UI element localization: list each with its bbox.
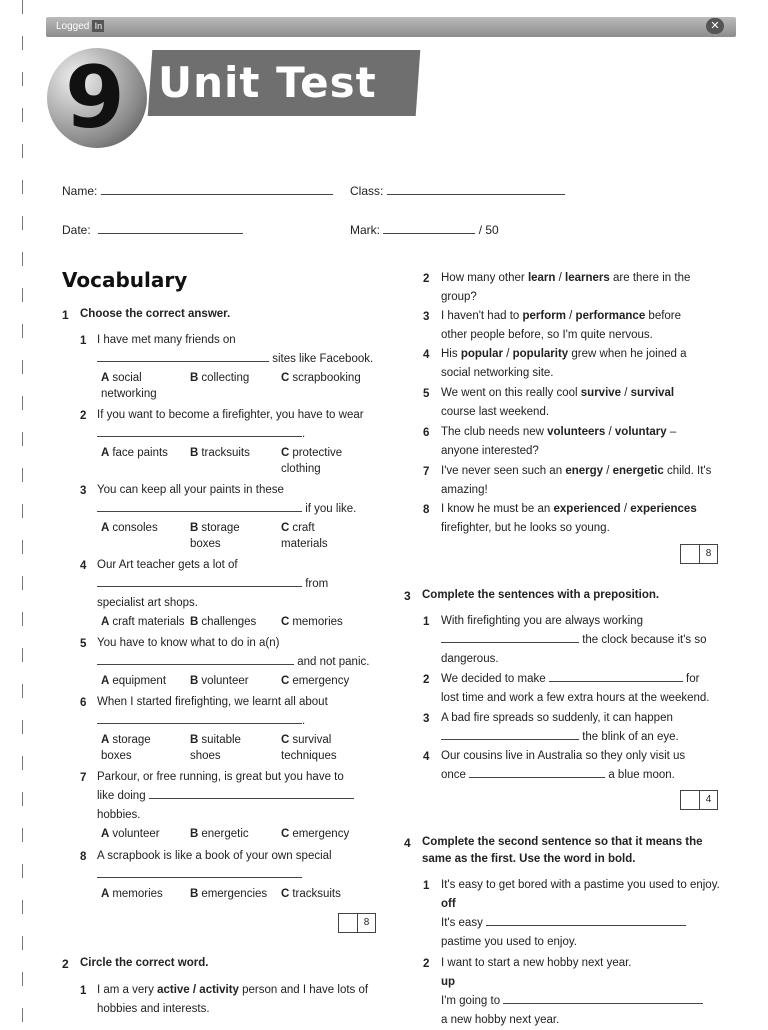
q3-blank[interactable] bbox=[97, 501, 302, 512]
q7-blank[interactable] bbox=[149, 788, 354, 799]
exercise-3-number: 3 bbox=[404, 589, 411, 603]
name-label: Name: bbox=[62, 184, 98, 198]
ex2-q8-line2: firefighter, but he looks so young. bbox=[441, 522, 610, 534]
ex2-q1-separator: / bbox=[189, 984, 200, 996]
q6-option-a[interactable] bbox=[101, 732, 161, 764]
ex2-q8-number: 8 bbox=[423, 504, 430, 516]
ex3-q4-pre: once bbox=[441, 769, 466, 781]
option-letter: A bbox=[101, 888, 110, 900]
page-binding-edge bbox=[22, 0, 23, 1024]
exercise-2-instruction: Circle the correct word. bbox=[80, 957, 209, 969]
ex3-q4-number: 4 bbox=[423, 751, 430, 763]
q2-option-b[interactable] bbox=[190, 445, 250, 461]
q7-option-b[interactable] bbox=[190, 826, 249, 842]
ex3-q3-text-end: the blink of an eye. bbox=[582, 731, 679, 743]
ex2-q8-text: I know he must be an experienced / experiences bbox=[441, 503, 697, 515]
option-letter: A bbox=[101, 447, 110, 459]
ex2-q7-pre: I've never seen such an bbox=[441, 465, 563, 477]
option-text: social networking bbox=[101, 372, 157, 400]
ex3-q2-line2: lost time and work a few extra hours at the weekend. bbox=[441, 692, 710, 704]
q1-text: I have met many friends on bbox=[97, 334, 236, 346]
q5-text-end: and not panic. bbox=[297, 656, 370, 668]
ex4-q2-keyword: up bbox=[441, 976, 456, 988]
q5-number: 5 bbox=[80, 638, 87, 650]
exercise-2-score-total: 8 bbox=[699, 545, 717, 563]
ex2-q2-pre: How many other bbox=[441, 272, 525, 284]
logged-badge: In bbox=[92, 20, 104, 32]
ex2-q1-pre: I am a very bbox=[97, 984, 154, 996]
q5-blank[interactable] bbox=[97, 654, 294, 665]
option-text: volunteer bbox=[112, 828, 160, 840]
option-letter: C bbox=[281, 888, 290, 900]
q2-line2 bbox=[97, 425, 305, 444]
ex2-q3-text: I haven't had to perform / performance before bbox=[441, 310, 682, 322]
ex4-q1-end: pastime you used to enjoy. bbox=[441, 936, 577, 948]
ex2-q6-text: The club needs new volunteers / voluntary – bbox=[441, 426, 677, 438]
option-text: emergency bbox=[292, 675, 350, 687]
ex4-q2-start: I'm going to bbox=[441, 995, 501, 1007]
ex2-q5-word-1[interactable]: survive bbox=[580, 387, 622, 399]
q8-blank[interactable] bbox=[97, 867, 302, 878]
ex2-q1-line2: hobbies and interests. bbox=[97, 1003, 210, 1015]
q5-option-c[interactable] bbox=[281, 673, 349, 689]
q1-option-b[interactable] bbox=[190, 370, 249, 386]
logged-status bbox=[56, 20, 104, 32]
q2-option-c[interactable] bbox=[281, 445, 351, 477]
page-title: Unit Test bbox=[158, 58, 377, 107]
option-letter: C bbox=[281, 828, 290, 840]
ex4-q1-sentence: It's easy to get bored with a pastime you used to enjoy. bbox=[441, 879, 720, 891]
option-text: energetic bbox=[201, 828, 249, 840]
option-text: survival techniques bbox=[281, 734, 337, 762]
ex3-q2-number: 2 bbox=[423, 674, 430, 686]
option-text: consoles bbox=[112, 522, 158, 534]
q2-number: 2 bbox=[80, 410, 87, 422]
ex2-q5-line2: course last weekend. bbox=[441, 406, 550, 418]
q6-number: 6 bbox=[80, 697, 87, 709]
option-letter: A bbox=[101, 734, 110, 746]
mark-field[interactable] bbox=[350, 223, 499, 237]
ex2-q7-text: I've never seen such an energy / energetic child. It's bbox=[441, 465, 712, 477]
ex2-q2-text: How many other learn / learners are there in the bbox=[441, 272, 691, 284]
date-field[interactable] bbox=[62, 223, 243, 237]
ex4-q2-sentence: I want to start a new hobby next year. bbox=[441, 957, 632, 969]
ex3-q2-blank[interactable] bbox=[549, 671, 683, 682]
option-letter: C bbox=[281, 522, 290, 534]
name-input-line[interactable] bbox=[101, 184, 333, 195]
option-text: tracksuits bbox=[292, 888, 341, 900]
ex2-q3-number: 3 bbox=[423, 311, 430, 323]
ex2-q5-pre: We went on this really cool bbox=[441, 387, 578, 399]
exercise-2-number: 2 bbox=[62, 957, 69, 971]
ex2-q2-number: 2 bbox=[423, 273, 430, 285]
option-text: storage boxes bbox=[190, 522, 240, 550]
mark-input-line[interactable] bbox=[383, 223, 475, 234]
ex3-q4-text: Our cousins live in Australia so they only visit us bbox=[441, 750, 686, 762]
exercise-4-instruction-line2: same as the first. Use the word in bold. bbox=[422, 853, 636, 865]
option-letter: B bbox=[190, 616, 199, 628]
q4-option-a[interactable] bbox=[101, 614, 185, 630]
option-text: equipment bbox=[112, 675, 167, 687]
ex4-q2-blank[interactable] bbox=[503, 993, 703, 1004]
option-text: protective clothing bbox=[281, 447, 343, 475]
q2-blank[interactable] bbox=[97, 426, 302, 437]
q4-option-b[interactable] bbox=[190, 614, 256, 630]
option-letter: C bbox=[281, 372, 290, 384]
section-title-vocabulary: Vocabulary bbox=[62, 268, 188, 292]
q7-text: Parkour, or free running, is great but you have to bbox=[97, 771, 344, 783]
q6-text-end: . bbox=[302, 715, 306, 727]
logged-label: Logged bbox=[56, 21, 90, 32]
option-letter: B bbox=[190, 447, 199, 459]
ex2-q6-word-2[interactable]: voluntary bbox=[614, 426, 667, 438]
ex2-q5-text: We went on this really cool survive / survival bbox=[441, 387, 675, 399]
option-text: emergencies bbox=[201, 888, 268, 900]
q1-option-c[interactable] bbox=[281, 370, 361, 386]
mark-total: / 50 bbox=[478, 223, 499, 237]
option-text: memories bbox=[112, 888, 163, 900]
option-letter: B bbox=[190, 372, 199, 384]
option-text: tracksuits bbox=[201, 447, 250, 459]
ex4-q2-number: 2 bbox=[423, 958, 430, 970]
q6-blank[interactable] bbox=[97, 713, 302, 724]
ex2-q3-word-2[interactable]: performance bbox=[575, 310, 646, 322]
ex3-q2-post: for bbox=[686, 673, 700, 685]
q6-option-b[interactable] bbox=[190, 732, 252, 764]
ex3-q3-text: A bad fire spreads so suddenly, it can happen bbox=[441, 712, 673, 724]
q3-option-c[interactable] bbox=[281, 520, 346, 552]
option-letter: A bbox=[101, 828, 110, 840]
ex3-q1-text: With firefighting you are always working bbox=[441, 615, 643, 627]
q2-option-a[interactable] bbox=[101, 445, 168, 461]
q4-line3: specialist art shops. bbox=[97, 597, 198, 609]
class-input-line[interactable] bbox=[387, 184, 565, 195]
ex4-q1-answer-line bbox=[441, 914, 686, 933]
ex2-q5-word-2[interactable]: survival bbox=[630, 387, 675, 399]
ex4-q2-answer-line bbox=[441, 992, 703, 1011]
option-letter: A bbox=[101, 522, 110, 534]
q5-option-a[interactable] bbox=[101, 673, 166, 689]
q4-text-mid: from bbox=[305, 578, 329, 590]
ex2-q4-word-1[interactable]: popular bbox=[460, 348, 503, 360]
ex3-q4-blank[interactable] bbox=[469, 767, 605, 778]
q3-number: 3 bbox=[80, 485, 87, 497]
option-letter: C bbox=[281, 616, 290, 628]
class-label: Class: bbox=[350, 184, 384, 198]
q8-text: A scrapbook is like a book of your own special bbox=[97, 850, 332, 862]
option-letter: B bbox=[190, 888, 199, 900]
ex3-q4-post: a blue moon. bbox=[608, 769, 675, 781]
mark-label: Mark: bbox=[350, 223, 380, 237]
q8-option-a[interactable] bbox=[101, 886, 163, 902]
q3-line2 bbox=[97, 500, 356, 519]
exercise-1-score-total: 8 bbox=[357, 914, 375, 932]
ex2-q3-post: before bbox=[648, 310, 682, 322]
ex3-q3-line2 bbox=[441, 728, 679, 747]
q2-text-end: . bbox=[302, 428, 306, 440]
ex3-q2-text bbox=[441, 670, 699, 689]
ex4-q2-end: a new hobby next year. bbox=[441, 1014, 560, 1026]
date-label: Date: bbox=[62, 223, 91, 237]
option-letter: B bbox=[190, 828, 199, 840]
ex4-q1-blank[interactable] bbox=[486, 915, 686, 926]
option-text: storage boxes bbox=[101, 734, 151, 762]
q7-option-a[interactable] bbox=[101, 826, 160, 842]
option-letter: A bbox=[101, 675, 110, 687]
q5-option-b[interactable] bbox=[190, 673, 249, 689]
ex2-q2-word-2[interactable]: learners bbox=[565, 272, 610, 284]
q7-text-mid: like doing bbox=[97, 790, 146, 802]
ex2-q4-text: His popular / popularity grew when he joined a bbox=[441, 348, 687, 360]
ex3-q1-line2 bbox=[441, 631, 707, 650]
q4-line2 bbox=[97, 575, 328, 594]
ex2-q3-line2: other people before, so I'm quite nervous. bbox=[441, 329, 653, 341]
exercise-1-instruction: Choose the correct answer. bbox=[80, 308, 231, 320]
ex2-q7-post: child. It's bbox=[666, 465, 712, 477]
q5-line2 bbox=[97, 653, 369, 672]
q3-option-a[interactable] bbox=[101, 520, 158, 536]
q8-option-c[interactable] bbox=[281, 886, 341, 902]
ex2-q3-word-1[interactable]: perform bbox=[522, 310, 566, 322]
q3-text-end: if you like. bbox=[305, 503, 357, 515]
ex2-q2-word-1[interactable]: learn bbox=[527, 272, 556, 284]
option-text: face paints bbox=[112, 447, 168, 459]
ex2-q6-number: 6 bbox=[423, 427, 430, 439]
exercise-3-score-box[interactable] bbox=[680, 790, 718, 810]
ex2-q1-post: person and I have lots of bbox=[242, 984, 369, 996]
q7-line3: hobbies. bbox=[97, 809, 141, 821]
option-text: craft materials bbox=[281, 522, 328, 550]
q1-text-end: sites like Facebook. bbox=[272, 353, 374, 365]
ex2-q6-pre: The club needs new bbox=[441, 426, 544, 438]
ex2-q2-line2: group? bbox=[441, 291, 477, 303]
q4-option-c[interactable] bbox=[281, 614, 343, 630]
q1-blank[interactable] bbox=[97, 351, 269, 362]
ex2-q1-number: 1 bbox=[80, 985, 87, 997]
ex2-q7-word-2[interactable]: energetic bbox=[612, 465, 664, 477]
option-letter: C bbox=[281, 675, 290, 687]
q8-number: 8 bbox=[80, 851, 87, 863]
ex2-q4-post: grew when he joined a bbox=[571, 348, 687, 360]
q8-line2 bbox=[97, 866, 302, 885]
ex2-q2-post: are there in the bbox=[613, 272, 691, 284]
option-text: emergency bbox=[292, 828, 350, 840]
ex3-q4-line2 bbox=[441, 766, 675, 785]
option-text: craft materials bbox=[112, 616, 185, 628]
q4-number: 4 bbox=[80, 560, 87, 572]
ex2-q8-pre: I know he must be an bbox=[441, 503, 551, 515]
q4-blank[interactable] bbox=[97, 576, 302, 587]
exercise-2-score-box[interactable] bbox=[680, 544, 718, 564]
q7-option-c[interactable] bbox=[281, 826, 349, 842]
ex2-q8-word-2[interactable]: experiences bbox=[630, 503, 697, 515]
ex2-q7-number: 7 bbox=[423, 466, 430, 478]
ex2-q8-word-1[interactable]: experienced bbox=[553, 503, 621, 515]
ex2-q6-post: – bbox=[669, 426, 677, 438]
q7-line2 bbox=[97, 787, 354, 806]
q8-option-b[interactable] bbox=[190, 886, 267, 902]
ex4-q1-start: It's easy bbox=[441, 917, 483, 929]
option-text: memories bbox=[292, 616, 343, 628]
option-letter: B bbox=[190, 675, 199, 687]
option-letter: B bbox=[190, 522, 199, 534]
option-letter: C bbox=[281, 734, 290, 746]
ex2-q1-text bbox=[97, 981, 368, 1000]
option-letter: C bbox=[281, 447, 290, 459]
ex2-q1-word-2[interactable]: activity bbox=[199, 984, 239, 996]
ex2-q4-pre: His bbox=[441, 348, 458, 360]
option-text: collecting bbox=[201, 372, 250, 384]
unit-number: 9 bbox=[65, 48, 125, 148]
q1-line2 bbox=[97, 350, 373, 369]
q6-text: When I started firefighting, we learnt all about bbox=[97, 696, 328, 708]
option-letter: A bbox=[101, 616, 110, 628]
ex2-q4-word-2[interactable]: popularity bbox=[512, 348, 569, 360]
ex3-q3-number: 3 bbox=[423, 713, 430, 725]
ex2-q3-pre: I haven't had to bbox=[441, 310, 520, 322]
option-letter: B bbox=[190, 734, 199, 746]
ex2-q4-line2: social networking site. bbox=[441, 367, 554, 379]
exercise-4-number: 4 bbox=[404, 836, 411, 850]
ex3-q2-pre: We decided to make bbox=[441, 673, 546, 685]
ex3-q3-blank[interactable] bbox=[441, 729, 579, 740]
q3-text: You can keep all your paints in these bbox=[97, 484, 284, 496]
ex2-q7-word-1[interactable]: energy bbox=[565, 465, 604, 477]
ex2-q6-word-1[interactable]: volunteers bbox=[547, 426, 606, 438]
ex2-q4-number: 4 bbox=[423, 349, 430, 361]
ex3-q1-line3: dangerous. bbox=[441, 653, 499, 665]
ex2-q7-line2: amazing! bbox=[441, 484, 488, 496]
option-letter: A bbox=[101, 372, 110, 384]
exercise-4-instruction-line1: Complete the second sentence so that it means the bbox=[422, 836, 703, 848]
q6-option-c[interactable] bbox=[281, 732, 353, 764]
q1-number: 1 bbox=[80, 335, 87, 347]
q4-text: Our Art teacher gets a lot of bbox=[97, 559, 238, 571]
ex2-q5-number: 5 bbox=[423, 388, 430, 400]
class-field[interactable] bbox=[350, 184, 565, 198]
date-input-line[interactable] bbox=[98, 223, 243, 234]
top-bar bbox=[46, 17, 736, 37]
q3-option-b[interactable] bbox=[190, 520, 252, 552]
exercise-1-score-box[interactable] bbox=[338, 913, 376, 933]
ex2-q1-word-1[interactable]: active bbox=[157, 984, 190, 996]
name-field[interactable] bbox=[62, 184, 333, 198]
exercise-3-instruction: Complete the sentences with a preposition. bbox=[422, 589, 660, 601]
option-text: volunteer bbox=[201, 675, 249, 687]
exercise-3-score-total: 4 bbox=[699, 791, 717, 809]
q6-line2 bbox=[97, 712, 305, 731]
ex3-q1-number: 1 bbox=[423, 616, 430, 628]
ex4-q1-number: 1 bbox=[423, 880, 430, 892]
ex4-q1-keyword: off bbox=[441, 898, 456, 910]
q7-number: 7 bbox=[80, 772, 87, 784]
ex3-q1-blank[interactable] bbox=[441, 632, 579, 643]
close-icon[interactable]: ✕ bbox=[706, 18, 724, 34]
option-text: suitable shoes bbox=[190, 734, 241, 762]
exercise-1-number: 1 bbox=[62, 308, 69, 322]
q2-text: If you want to become a firefighter, you have to wear bbox=[97, 409, 364, 421]
ex3-q1-text-end: the clock because it's so bbox=[582, 634, 707, 646]
option-text: scrapbooking bbox=[292, 372, 361, 384]
option-text: challenges bbox=[201, 616, 257, 628]
q1-option-a[interactable] bbox=[101, 370, 183, 402]
q5-text: You have to know what to do in a(n) bbox=[97, 637, 280, 649]
ex2-q6-line2: anyone interested? bbox=[441, 445, 539, 457]
